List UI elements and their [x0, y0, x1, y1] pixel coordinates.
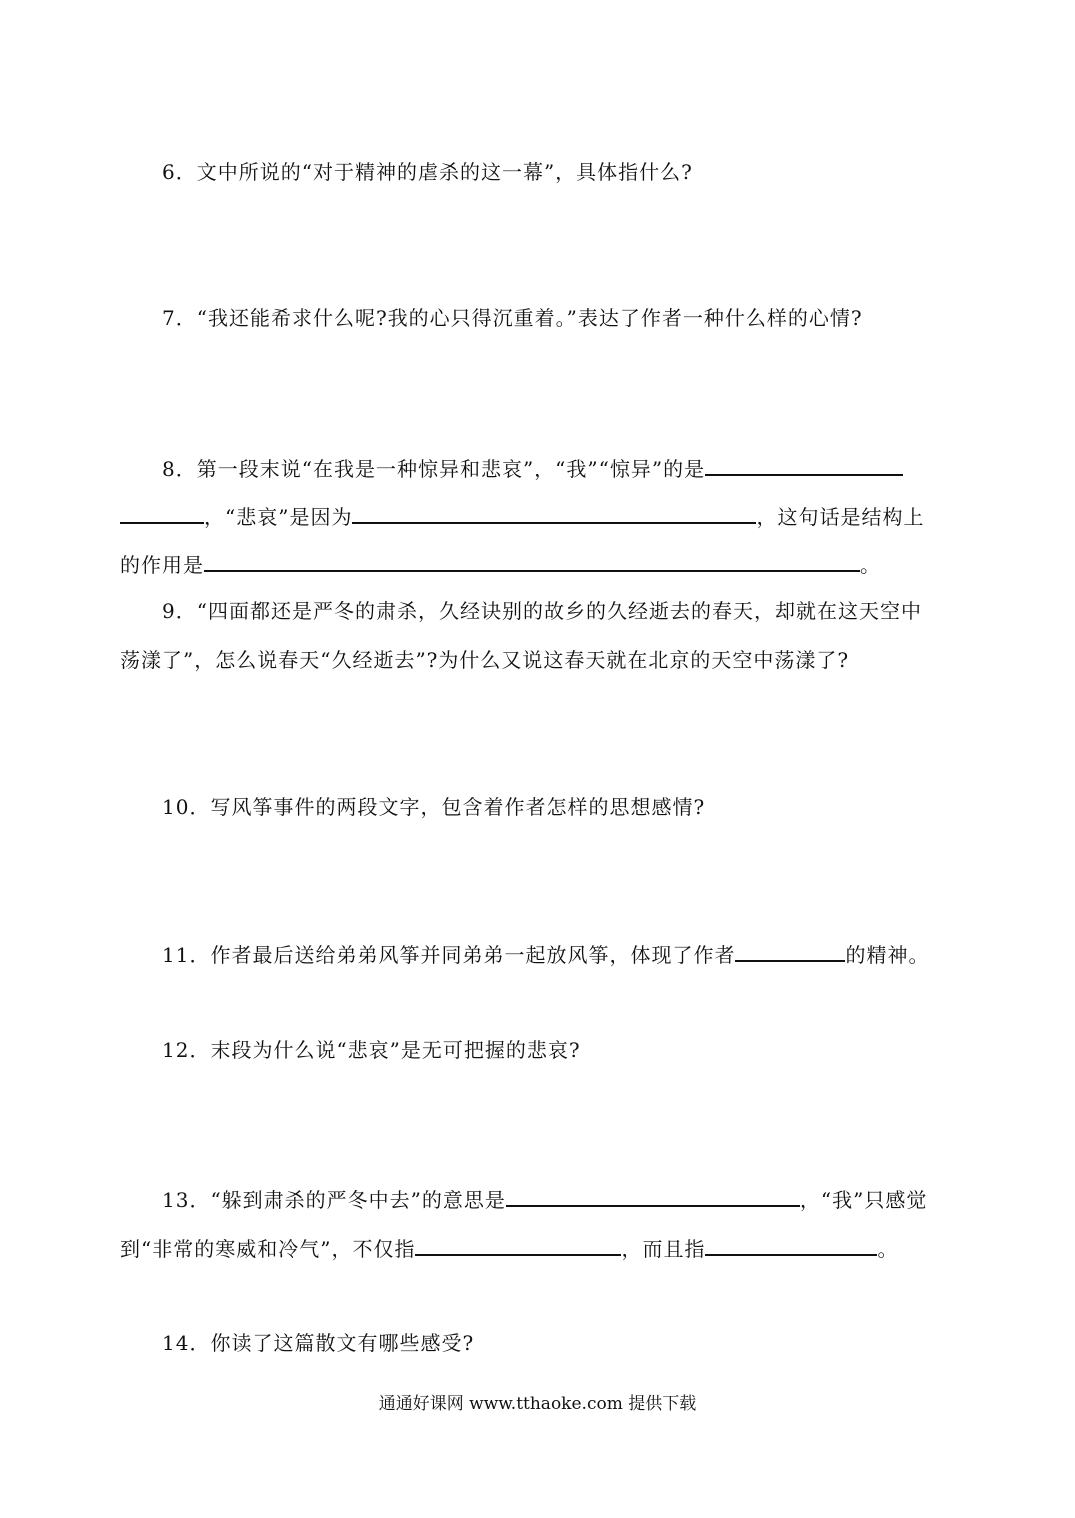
- question-6: [162, 158, 693, 186]
- question-12: [162, 1036, 581, 1064]
- question-10: [162, 793, 705, 821]
- question-11: [162, 938, 929, 969]
- question-8-text-1: 8．第一段末说“在我是一种惊异和悲哀”，“我”“惊异”的是: [162, 457, 706, 481]
- question-11-text-2: 的精神。: [845, 943, 930, 967]
- question-9-line-2: [120, 646, 849, 674]
- answer-blank[interactable]: [705, 1232, 877, 1256]
- question-12-text: 12．末段为什么说“悲哀”是无可把握的悲哀?: [162, 1038, 581, 1062]
- question-13-text-2: ，“我”只感觉: [799, 1188, 928, 1212]
- question-8-text-2: ，“悲哀”是因为: [204, 505, 353, 529]
- question-8-text-5: 。: [860, 553, 881, 577]
- question-8-line-2: [120, 500, 924, 531]
- question-9-text-1: 9．“四面都还是严冬的肃杀，久经诀别的故乡的久经逝去的春天，却就在这天空中: [162, 599, 922, 623]
- question-13-text-3: 到“非常的寒威和冷气”，不仅指: [120, 1237, 416, 1261]
- question-8-line-3: [120, 548, 881, 579]
- answer-blank[interactable]: [415, 1232, 621, 1256]
- footer-text: 通通好课网 www.tthaoke.com 提供下载: [378, 1394, 697, 1414]
- question-11-text-1: 11．作者最后送给弟弟风筝并同弟弟一起放风筝，体现了作者: [162, 943, 736, 967]
- question-14-text: 14．你读了这篇散文有哪些感受?: [162, 1331, 475, 1355]
- question-8-text-4: 的作用是: [120, 553, 204, 577]
- answer-blank[interactable]: [735, 938, 845, 962]
- question-13-line-1: [162, 1183, 927, 1214]
- answer-blank[interactable]: [204, 548, 860, 572]
- question-8-line-1: [162, 452, 903, 483]
- question-7-text: 7．“我还能希求什么呢?我的心只得沉重着。”表达了作者一种什么样的心情?: [162, 306, 863, 330]
- page-footer: [0, 1392, 1075, 1416]
- question-13-text-5: 。: [877, 1237, 899, 1261]
- question-14: [162, 1329, 474, 1357]
- question-10-text: 10．写风筝事件的两段文字，包含着作者怎样的思想感情?: [162, 795, 706, 819]
- answer-blank[interactable]: [352, 500, 756, 524]
- question-13-line-2: [120, 1232, 898, 1263]
- question-9-line-1: [162, 597, 922, 625]
- answer-blank[interactable]: [705, 452, 903, 476]
- question-8-text-3: ，这句话是结构上: [756, 505, 925, 529]
- question-13-text-1: 13．“躲到肃杀的严冬中去”的意思是: [162, 1188, 506, 1212]
- answer-blank[interactable]: [506, 1183, 800, 1207]
- question-9-text-2: 荡漾了”，怎么说春天“久经逝去”?为什么又说这春天就在北京的天空中荡漾了?: [120, 648, 850, 672]
- question-6-text: 6．文中所说的“对于精神的虐杀的这一幕”，具体指什么?: [162, 160, 693, 184]
- question-13-text-4: ，而且指: [621, 1237, 706, 1261]
- question-7: [162, 304, 863, 332]
- answer-blank[interactable]: [120, 500, 204, 524]
